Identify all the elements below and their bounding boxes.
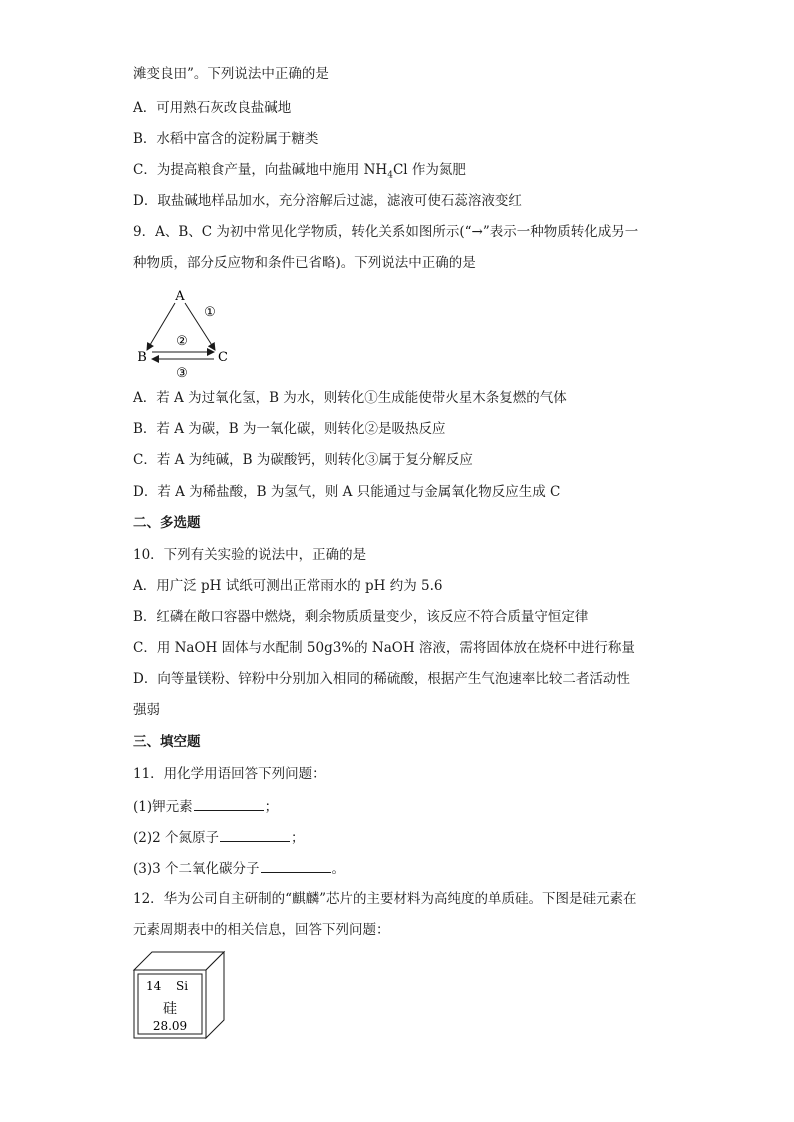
answer-blank[interactable] bbox=[194, 796, 264, 811]
atomic-mass: 28.09 bbox=[152, 1019, 188, 1033]
q11-part-1-end: ； bbox=[264, 799, 279, 815]
q10-option-c: C．用 NaOH 固体与水配制 50g3%的 NaOH 溶液，需将固体放在烧杯中进行称量 bbox=[133, 640, 635, 656]
option-c-pre: C．为提高粮食产量，向盐碱地中施用 NH bbox=[133, 162, 388, 178]
option-c bbox=[133, 160, 466, 186]
q9-option-a: A．若 A 为过氧化氢，B 为水，则转化①生成能使带火星木条复燃的气体 bbox=[133, 390, 567, 406]
subscript: 4 bbox=[387, 170, 393, 181]
label-3: ③ bbox=[176, 366, 188, 381]
node-c: C bbox=[218, 350, 228, 365]
periodic-table-cell bbox=[132, 950, 228, 1042]
element-symbol: Si bbox=[176, 979, 189, 993]
text-line: 滩变良田”。下列说法中正确的是 bbox=[133, 66, 329, 82]
answer-blank[interactable] bbox=[220, 827, 290, 842]
question-9-line-1: 9．A、B、C 为初中常见化学物质，转化关系如图所示(“→”表示一种物质转化成另一 bbox=[133, 224, 639, 240]
label-2: ② bbox=[176, 334, 188, 349]
q11-part-2-end: ； bbox=[291, 830, 305, 846]
question-9-line-2: 种物质，部分反应物和条件已省略)。下列说法中正确的是 bbox=[133, 255, 476, 271]
q11-part-2 bbox=[133, 827, 305, 848]
q11-part-3-label: (3)3 个二氧化碳分子 bbox=[133, 861, 260, 877]
section-heading-multiple-choice: 二、多选题 bbox=[133, 515, 201, 531]
option-a: A．可用熟石灰改良盐碱地 bbox=[133, 100, 292, 116]
node-a: A bbox=[175, 289, 185, 304]
element-name: 硅 bbox=[163, 1001, 177, 1017]
atomic-number: 14 bbox=[146, 979, 162, 993]
q11-part-2-label: (2)2 个氮原子 bbox=[133, 830, 220, 846]
q11-part-1-label: (1)钾元素 bbox=[133, 799, 193, 815]
question-11: 11．用化学用语回答下列问题： bbox=[133, 766, 326, 782]
q9-option-d: D．若 A 为稀盐酸，B 为氢气，则 A 只能通过与金属氧化物反应生成 C bbox=[133, 484, 561, 500]
option-c-post: Cl 作为氮肥 bbox=[392, 162, 466, 178]
section-heading-fill-in: 三、填空题 bbox=[133, 734, 201, 750]
answer-blank[interactable] bbox=[261, 858, 331, 873]
arrow-a-to-b bbox=[147, 303, 175, 350]
q10-option-b: B．红磷在敞口容器中燃烧，剩余物质质量变少，该反应不符合质量守恒定律 bbox=[133, 609, 589, 625]
question-12-line-1: 12．华为公司自主研制的“麒麟”芯片的主要材料为高纯度的单质硅。下图是硅元素在 bbox=[133, 891, 637, 907]
label-1: ① bbox=[204, 305, 216, 320]
question-12-line-2: 元素周期表中的相关信息，回答下列问题： bbox=[133, 922, 390, 938]
q9-option-b: B．若 A 为碳，B 为一氧化碳，则转化②是吸热反应 bbox=[133, 421, 446, 437]
q11-part-1 bbox=[133, 796, 278, 817]
q11-part-3 bbox=[133, 858, 345, 879]
option-b: B．水稻中富含的淀粉属于糖类 bbox=[133, 131, 319, 147]
q10-option-d-cont: 强弱 bbox=[133, 702, 160, 718]
option-d: D．取盐碱地样品加水，充分溶解后过滤，滤液可使石蕊溶液变红 bbox=[133, 193, 522, 209]
question-10: 10．下列有关实验的说法中，正确的是 bbox=[133, 547, 367, 563]
q9-option-c: C．若 A 为纯碱，B 为碳酸钙，则转化③属于复分解反应 bbox=[133, 452, 473, 468]
q10-option-a: A．用广泛 pH 试纸可测出正常雨水的 pH 约为 5.6 bbox=[133, 578, 443, 594]
conversion-diagram bbox=[130, 282, 240, 384]
q10-option-d: D．向等量镁粉、锌粉中分别加入相同的稀硫酸，根据产生气泡速率比较二者活动性 bbox=[133, 671, 630, 687]
q11-part-3-end: 。 bbox=[331, 861, 346, 877]
node-b: B bbox=[137, 350, 147, 365]
